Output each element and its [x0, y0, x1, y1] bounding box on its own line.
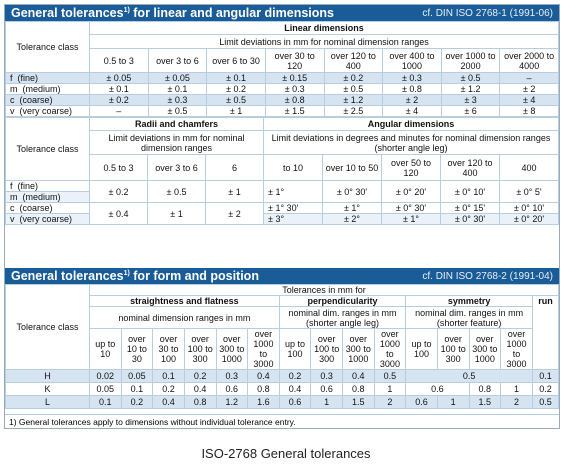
col-header: over 300 to 1000: [343, 329, 375, 370]
value-cell: ± 0.3: [148, 95, 207, 106]
value-cell: 0.5: [374, 370, 406, 383]
standard-reference: cf. DIN ISO 2768-1 (1991-06): [422, 7, 553, 19]
col-header: over 2000 to 4000: [500, 49, 559, 73]
footnote: 1) General tolerances apply to dimensions without individual tolerance entry.: [5, 414, 559, 429]
perpendicularity-heading: perpendicularity: [279, 296, 406, 307]
value-cell: 1.5: [469, 396, 501, 409]
value-cell: ± 0.8: [383, 84, 442, 95]
value-cell: ± 0.05: [148, 73, 207, 84]
value-cell: 1.2: [216, 396, 248, 409]
value-cell: ± 0.2: [90, 181, 148, 203]
class-cell: v (very coarse): [6, 214, 90, 225]
col-header: to 10: [264, 155, 323, 181]
col-header: over 1000 to 3000: [501, 329, 533, 370]
value-cell: ± 1° 30': [264, 203, 323, 214]
table-row: [6, 396, 559, 409]
value-cell: ± 0.15: [265, 73, 324, 84]
value-cell: ± 1: [207, 106, 266, 117]
linear-subheading: Limit deviations in mm for nominal dimension ranges: [90, 35, 559, 49]
value-cell: 0.8: [184, 396, 216, 409]
value-cell: ± 1: [206, 181, 264, 203]
col-header: over 100 to 300: [184, 329, 216, 370]
table-row: [6, 84, 559, 95]
value-cell: 0.1: [121, 383, 153, 396]
value-cell: 2: [501, 396, 533, 409]
perpendicularity-subheading: nominal dim. ranges in mm (shorter angle leg): [279, 307, 406, 329]
class-cell: L: [6, 396, 90, 409]
table-row: [6, 383, 559, 396]
col-header: over 10 to 50: [323, 155, 382, 181]
value-cell: 0.5: [532, 396, 558, 409]
value-cell: 0.4: [248, 370, 280, 383]
class-cell: f (fine): [6, 181, 90, 192]
col-header: over 1000 to 3000: [248, 329, 280, 370]
value-cell: ± 1°: [381, 214, 440, 225]
value-cell: 0.05: [90, 383, 122, 396]
class-cell: m (medium): [6, 84, 90, 95]
value-cell: ± 0° 30': [323, 181, 382, 203]
angular-heading: Angular dimensions: [264, 118, 559, 131]
value-cell: ± 1°: [264, 181, 323, 203]
value-cell: ± 2°: [323, 214, 382, 225]
col-header: over 30 to 120: [265, 49, 324, 73]
value-cell: 0.3: [311, 370, 343, 383]
tolerance-class-header: Tolerance class: [6, 22, 90, 73]
table-row: [6, 73, 559, 84]
value-cell: ± 0.1: [148, 84, 207, 95]
tolerance-sheet: [4, 4, 560, 429]
value-cell: 0.4: [153, 396, 185, 409]
col-header: over 50 to 120: [381, 155, 440, 181]
linear-dimensions-heading: Linear dimensions: [90, 22, 559, 35]
value-cell: ± 0.5: [148, 181, 206, 203]
section-title: General tolerances$^{1)}$ for form and position: [11, 269, 259, 283]
class-cell: H: [6, 370, 90, 383]
value-cell: ± 0.5: [148, 106, 207, 117]
col-header: over 300 to 1000: [216, 329, 248, 370]
value-cell: ± 2: [500, 84, 559, 95]
value-cell: 0.3: [216, 370, 248, 383]
tolerance-class-header: Tolerance class: [6, 285, 90, 370]
value-cell: ± 0° 10': [499, 203, 558, 214]
value-cell: 0.2: [153, 383, 185, 396]
straightness-subheading: nominal dimension ranges in mm: [90, 307, 280, 329]
col-header: over 3 to 6: [148, 49, 207, 73]
section-header-linear-angular: [5, 5, 559, 21]
value-cell: ± 4: [383, 106, 442, 117]
value-cell: ± 0.1: [90, 84, 149, 95]
value-cell: ± 0.3: [265, 84, 324, 95]
radii-subheading: Limit deviations in mm for nominal dimension ranges: [90, 131, 264, 155]
symmetry-subheading: nominal dim. ranges in mm (shorter feature): [406, 307, 533, 329]
class-cell: K: [6, 383, 90, 396]
value-cell: 0.4: [184, 383, 216, 396]
value-cell: 1: [437, 396, 469, 409]
section-title: General tolerances$^{1)}$ for linear and angular dimensions: [11, 6, 335, 20]
value-cell: ± 0.1: [207, 73, 266, 84]
value-cell: ± 0° 20': [499, 214, 558, 225]
value-cell: ± 1.2: [441, 84, 500, 95]
value-cell: ± 2: [206, 203, 264, 225]
image-caption: ISO-2768 General tolerances: [201, 446, 371, 461]
col-header: over 1000 to 2000: [441, 49, 500, 73]
value-cell: 0.6: [279, 396, 311, 409]
table-row: [6, 95, 559, 106]
symmetry-heading: symmetry: [406, 296, 533, 307]
value-cell: 0.1: [90, 396, 122, 409]
col-header: up to 100: [279, 329, 311, 370]
value-cell: 2: [374, 396, 406, 409]
standard-reference: cf. DIN ISO 2768-2 (1991-04): [422, 270, 553, 282]
value-cell: 0.5: [406, 370, 533, 383]
table-row: [6, 214, 559, 225]
col-header: over 120 to 400: [440, 155, 499, 181]
value-cell: 1.5: [343, 396, 375, 409]
col-header: 400: [499, 155, 558, 181]
value-cell: 0.6: [406, 383, 469, 396]
tolerance-class-header: Tolerance class: [6, 118, 90, 181]
section-header-form-position: [5, 268, 559, 284]
table-row: [6, 106, 559, 117]
col-header: up to 10: [90, 329, 122, 370]
value-cell: 0.2: [184, 370, 216, 383]
value-cell: ± 0° 5': [499, 181, 558, 203]
value-cell: ± 1.5: [265, 106, 324, 117]
value-cell: 0.8: [343, 383, 375, 396]
value-cell: ± 0.2: [90, 95, 149, 106]
value-cell: 1: [374, 383, 406, 396]
col-header: over 1000 to 3000: [374, 329, 406, 370]
value-cell: ± 0° 30': [381, 203, 440, 214]
value-cell: ± 1°: [323, 203, 382, 214]
run-heading: run: [532, 296, 558, 370]
value-cell: 0.8: [469, 383, 501, 396]
value-cell: ± 1.2: [324, 95, 383, 106]
col-header: over 100 to 300: [437, 329, 469, 370]
col-header: over 30 to 100: [153, 329, 185, 370]
col-header: over 3 to 6: [148, 155, 206, 181]
angular-subheading: Limit deviations in degrees and minutes for nominal dimension ranges (shorter angle leg): [264, 131, 559, 155]
straightness-heading: straightness and flatness: [90, 296, 280, 307]
col-header: up to 100: [406, 329, 438, 370]
value-cell: ± 0.05: [90, 73, 149, 84]
value-cell: 0.2: [279, 370, 311, 383]
value-cell: 0.05: [121, 370, 153, 383]
class-cell: c (coarse): [6, 95, 90, 106]
value-cell: ± 3°: [264, 214, 323, 225]
class-cell: m (medium): [6, 192, 90, 203]
class-cell: v (very coarse): [6, 106, 90, 117]
col-header: over 300 to 1000: [469, 329, 501, 370]
value-cell: ± 0.2: [207, 84, 266, 95]
value-cell: ± 0° 30': [440, 214, 499, 225]
value-cell: 0.6: [311, 383, 343, 396]
table-row: [6, 370, 559, 383]
value-cell: –: [90, 106, 149, 117]
value-cell: 0.6: [216, 383, 248, 396]
table-row: [6, 181, 559, 192]
value-cell: ± 0° 15': [440, 203, 499, 214]
value-cell: ± 0.5: [207, 95, 266, 106]
value-cell: 0.8: [248, 383, 280, 396]
table-row: [6, 203, 559, 214]
form-position-table: [5, 284, 559, 409]
value-cell: ± 4: [500, 95, 559, 106]
value-cell: 0.1: [532, 370, 558, 383]
value-cell: ± 0.8: [265, 95, 324, 106]
value-cell: ± 6: [441, 106, 500, 117]
radii-angular-table: [5, 117, 559, 225]
col-header: over 100 to 300: [311, 329, 343, 370]
col-header: 0.5 to 3: [90, 49, 149, 73]
value-cell: ± 0° 10': [440, 181, 499, 203]
value-cell: ± 0.4: [90, 203, 148, 225]
value-cell: ± 0.5: [441, 73, 500, 84]
value-cell: ± 1: [148, 203, 206, 225]
col-header: over 400 to 1000: [383, 49, 442, 73]
col-header: 0.5 to 3: [90, 155, 148, 181]
col-header: over 6 to 30: [207, 49, 266, 73]
value-cell: 0.4: [279, 383, 311, 396]
col-header: over 10 to 30: [121, 329, 153, 370]
value-cell: –: [500, 73, 559, 84]
col-header: over 120 to 400: [324, 49, 383, 73]
class-cell: c (coarse): [6, 203, 90, 214]
value-cell: 1: [501, 383, 533, 396]
value-cell: 0.6: [406, 396, 438, 409]
value-cell: ± 0.2: [324, 73, 383, 84]
value-cell: ± 3: [441, 95, 500, 106]
class-cell: f (fine): [6, 73, 90, 84]
value-cell: 0.02: [90, 370, 122, 383]
value-cell: ± 2: [383, 95, 442, 106]
value-cell: ± 2.5: [324, 106, 383, 117]
radii-heading: Radii and chamfers: [90, 118, 264, 131]
linear-dimensions-table: [5, 21, 559, 117]
value-cell: ± 0.5: [324, 84, 383, 95]
tolerances-heading: Tolerances in mm for: [90, 285, 559, 296]
value-cell: ± 8: [500, 106, 559, 117]
value-cell: 0.1: [153, 370, 185, 383]
value-cell: ± 0.3: [383, 73, 442, 84]
value-cell: ± 0° 20': [381, 181, 440, 203]
value-cell: 1: [311, 396, 343, 409]
value-cell: 1.6: [248, 396, 280, 409]
col-header: 6: [206, 155, 264, 181]
value-cell: 0.2: [532, 383, 558, 396]
value-cell: 0.2: [121, 396, 153, 409]
value-cell: 0.4: [343, 370, 375, 383]
